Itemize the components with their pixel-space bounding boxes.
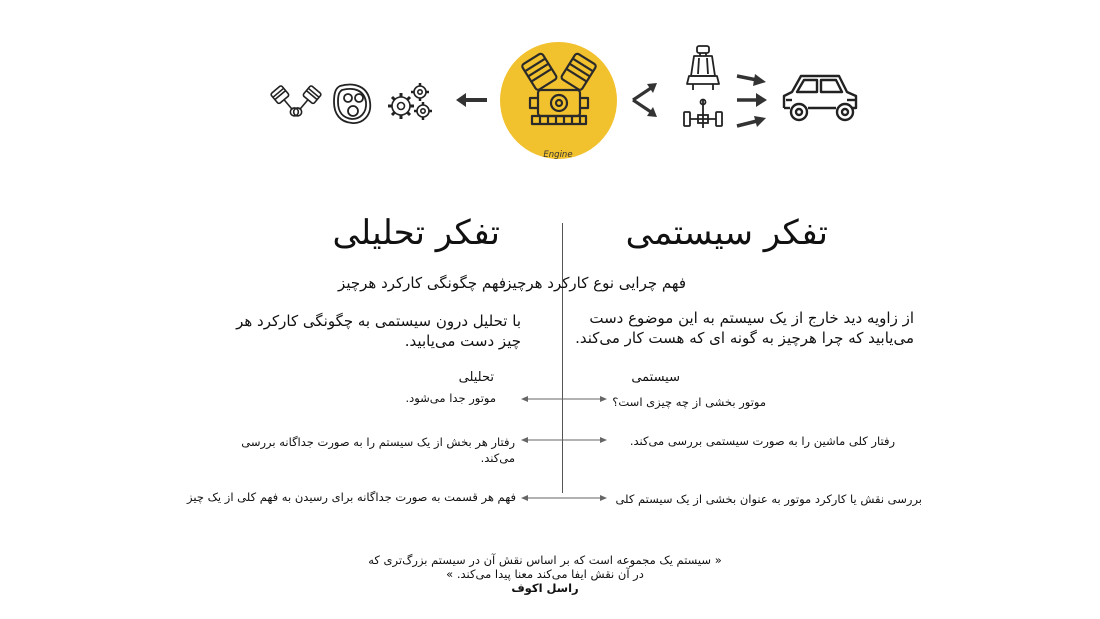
pistons-icon [272,80,320,124]
analytic-item-3: فهم هر قسمت به صورت جداگانه برای رسیدن به فهم کلی از یک چیز [187,490,516,504]
quote-block [330,553,760,595]
axle-icon [681,98,725,138]
systemic-subtitle: فهم چرایی نوع کارکرد هرچیز [504,274,686,292]
systemic-item-2: رفتار کلی ماشین را به صورت سیستمی بررسی می‌کند. [629,434,895,448]
systemic-description: از زاویه دید خارج از یک سیستم به این موضوع دست می‌یابید که چرا هرچیز به گونه ای که هست کار می‌کند. [575,309,914,347]
center-divider [562,223,563,493]
timing-belt-icon [328,80,378,126]
car-seat-icon [683,44,723,92]
systemic-item-1: موتور بخشی از چه چیزی است؟ [612,395,766,409]
analytic-subtitle: فهم چگونگی کارکرد هرچیز [338,274,506,292]
analytic-description: با تحلیل درون سیستمی به چگونگی کارکرد هر چیز دست می‌یابید. [236,312,521,350]
analytic-title: تفکر تحلیلی [332,213,500,253]
quote-line-1: « سیستم یک مجموعه است که بر اساس نقش آن در سیستم بزرگ‌تری که [368,553,722,567]
systemic-title: تفکر سیستمی [625,213,828,253]
analytic-label: تحلیلی [458,370,494,385]
quote-line-2: در آن نقش ایفا می‌کند معنا پیدا می‌کند. » [446,567,644,581]
gears-icon [385,78,435,126]
systemic-label: سیستمی [631,370,680,385]
systemic-item-3: بررسی نقش یا کارکرد موتور به عنوان بخشی از یک سیستم کلی [615,492,922,506]
engine-icon [518,50,600,140]
split-arrows-icon [627,78,661,122]
engine-label: Engine [543,150,573,160]
quote-author: راسل اکوف [511,581,579,595]
analytic-item-2: رفتار هر بخش از یک سیستم را به صورت جداگانه بررسی می‌کند. [241,435,515,465]
car-icon [781,70,861,128]
arrows-to-car-icon [735,68,769,132]
analytic-item-1: موتور جدا می‌شود. [405,391,496,405]
arrow-left-icon [455,92,489,108]
